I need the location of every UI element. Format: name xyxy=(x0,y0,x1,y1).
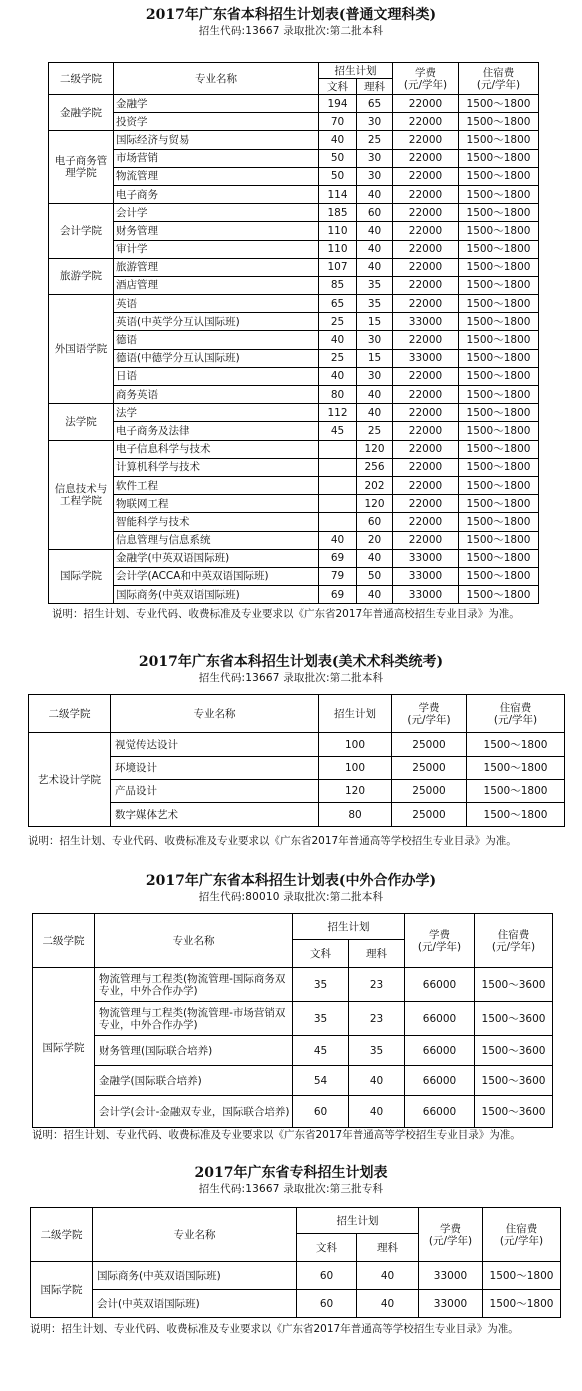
dorm-cell: 1500～1800 xyxy=(459,258,539,276)
t4-col-wen: 文科 xyxy=(297,1234,357,1262)
li-cell: 120 xyxy=(357,495,393,513)
fee-cell: 22000 xyxy=(393,131,459,149)
dorm-cell: 1500～1800 xyxy=(459,440,539,458)
major-cell: 德语 xyxy=(114,331,319,349)
table3-subtitle: 招生代码:80010 录取批次:第二批本科 xyxy=(198,891,384,903)
li-cell: 40 xyxy=(357,185,393,203)
table1-subtitle: 招生代码:13667 录取批次:第二批本科 xyxy=(198,25,384,37)
major-cell: 物联网工程 xyxy=(114,495,319,513)
dorm-cell: 1500～1800 xyxy=(459,204,539,222)
li-cell: 40 xyxy=(357,404,393,422)
t3-col-plan: 招生计划 xyxy=(293,914,405,940)
fee-cell: 33000 xyxy=(393,349,459,367)
fee-cell: 33000 xyxy=(393,567,459,585)
li-cell: 40 xyxy=(357,222,393,240)
wen-cell: 107 xyxy=(319,258,357,276)
table1-section xyxy=(0,6,582,38)
dorm-cell: 1500～1800 xyxy=(459,367,539,385)
major-cell: 电子商务及法律 xyxy=(114,422,319,440)
li-cell: 30 xyxy=(357,149,393,167)
fee-cell: 33000 xyxy=(393,586,459,604)
t3-col-dorm: 住宿费 (元/学年) xyxy=(475,914,553,968)
table3-note: 说明：招生计划、专业代码、收费标准及专业要求以《广东省2017年普通高等学校招生专业目录》为准。 xyxy=(32,1129,521,1141)
wen-cell: 40 xyxy=(319,331,357,349)
fee-cell: 22000 xyxy=(393,331,459,349)
table4 xyxy=(30,1207,561,1318)
wen-cell: 40 xyxy=(319,367,357,385)
dorm-cell: 1500～1800 xyxy=(459,513,539,531)
table-row xyxy=(49,240,539,258)
wen-cell: 40 xyxy=(319,531,357,549)
dorm-cell: 1500～1800 xyxy=(459,95,539,113)
li-cell: 20 xyxy=(357,531,393,549)
table-row xyxy=(49,258,539,276)
wen-cell: 69 xyxy=(319,586,357,604)
fee-cell: 22000 xyxy=(393,422,459,440)
li-cell: 25 xyxy=(357,422,393,440)
wen-cell xyxy=(319,476,357,494)
major-cell: 法学 xyxy=(114,404,319,422)
fee-cell: 22000 xyxy=(393,204,459,222)
table-row xyxy=(49,476,539,494)
t3-col-li: 理科 xyxy=(349,940,405,968)
major-cell: 国际商务(中英双语国际班) xyxy=(114,586,319,604)
major-cell: 信息管理与信息系统 xyxy=(114,531,319,549)
li-cell: 30 xyxy=(357,331,393,349)
college-cell: 国际学院 xyxy=(49,549,114,604)
table-row xyxy=(49,295,539,313)
t2-col-college: 二级学院 xyxy=(29,695,111,733)
major-cell: 旅游管理 xyxy=(114,258,319,276)
wen-cell: 185 xyxy=(319,204,357,222)
dorm-cell: 1500～1800 xyxy=(459,549,539,567)
table-row xyxy=(49,131,539,149)
dorm-cell: 1500～1800 xyxy=(459,567,539,585)
table-row xyxy=(49,349,539,367)
t2-col-major: 专业名称 xyxy=(111,695,319,733)
t3-college: 国际学院 xyxy=(33,968,95,1128)
table1-title: 2017年广东省本科招生计划表(普通文理科类) xyxy=(145,7,437,23)
t2-col-fee: 学费 (元/学年) xyxy=(392,695,467,733)
fee-cell: 22000 xyxy=(393,404,459,422)
li-cell: 60 xyxy=(357,513,393,531)
college-cell: 外国语学院 xyxy=(49,295,114,404)
wen-cell: 70 xyxy=(319,113,357,131)
table-row xyxy=(49,531,539,549)
wen-cell xyxy=(319,458,357,476)
table-row xyxy=(49,331,539,349)
li-cell: 256 xyxy=(357,458,393,476)
li-cell: 40 xyxy=(357,240,393,258)
fee-cell: 22000 xyxy=(393,367,459,385)
major-cell: 智能科学与技术 xyxy=(114,513,319,531)
major-cell: 市场营销 xyxy=(114,149,319,167)
col-fee: 学费 (元/学年) xyxy=(393,63,459,95)
t3-col-fee: 学费 (元/学年) xyxy=(405,914,475,968)
wen-cell: 65 xyxy=(319,295,357,313)
dorm-cell: 1500～1800 xyxy=(459,295,539,313)
table4-title: 2017年广东省专科招生计划表 xyxy=(194,1165,388,1181)
table-row xyxy=(49,386,539,404)
t4-col-dorm: 住宿费 (元/学年) xyxy=(483,1208,561,1262)
table2 xyxy=(28,694,565,827)
dorm-cell: 1500～1800 xyxy=(459,222,539,240)
fee-cell: 22000 xyxy=(393,149,459,167)
major-cell: 会计学 xyxy=(114,204,319,222)
major-cell: 电子信息科学与技术 xyxy=(114,440,319,458)
table-row: 财务管理(国际联合培养) 45 35 66000 1500～3600 xyxy=(33,1036,553,1066)
t4-col-fee: 学费 (元/学年) xyxy=(419,1208,483,1262)
major-cell: 商务英语 xyxy=(114,386,319,404)
t3-col-major: 专业名称 xyxy=(95,914,293,968)
table2-note: 说明：招生计划、专业代码、收费标准及专业要求以《广东省2017年普通高等学校招生专业目录》为准。 xyxy=(28,835,517,847)
table2-title: 2017年广东省本科招生计划表(美术术科类统考) xyxy=(138,654,444,670)
li-cell: 40 xyxy=(357,586,393,604)
dorm-cell: 1500～1800 xyxy=(459,313,539,331)
li-cell: 40 xyxy=(357,549,393,567)
t4-col-li: 理科 xyxy=(357,1234,419,1262)
table-row: 国际学院 国际商务(中英双语国际班) 60 40 33000 1500～1800 xyxy=(31,1262,561,1290)
dorm-cell: 1500～1800 xyxy=(459,149,539,167)
dorm-cell: 1500～1800 xyxy=(459,586,539,604)
college-cell: 旅游学院 xyxy=(49,258,114,294)
wen-cell: 40 xyxy=(319,131,357,149)
fee-cell: 22000 xyxy=(393,95,459,113)
fee-cell: 22000 xyxy=(393,295,459,313)
wen-cell: 80 xyxy=(319,386,357,404)
dorm-cell: 1500～1800 xyxy=(459,404,539,422)
col-college: 二级学院 xyxy=(49,63,114,95)
major-cell: 审计学 xyxy=(114,240,319,258)
table3-section xyxy=(0,872,582,904)
dorm-cell: 1500～1800 xyxy=(459,167,539,185)
li-cell: 30 xyxy=(357,113,393,131)
table-row xyxy=(49,549,539,567)
wen-cell: 25 xyxy=(319,313,357,331)
wen-cell: 85 xyxy=(319,276,357,294)
major-cell: 金融学 xyxy=(114,95,319,113)
table-row xyxy=(49,440,539,458)
table-row: 会计学(会计-金融双专业，国际联合培养) 60 40 66000 1500～3600 xyxy=(33,1096,553,1128)
table-row xyxy=(49,367,539,385)
major-cell: 日语 xyxy=(114,367,319,385)
dorm-cell: 1500～1800 xyxy=(459,185,539,203)
table2-subtitle: 招生代码:13667 录取批次:第二批本科 xyxy=(198,672,384,684)
fee-cell: 22000 xyxy=(393,167,459,185)
t2-college: 艺术设计学院 xyxy=(29,733,111,827)
li-cell: 25 xyxy=(357,131,393,149)
fee-cell: 22000 xyxy=(393,531,459,549)
fee-cell: 22000 xyxy=(393,276,459,294)
wen-cell: 79 xyxy=(319,567,357,585)
table1-note: 说明：招生计划、专业代码、收费标准及专业要求以《广东省2017年普通高校招生专业目录》为准。 xyxy=(52,608,520,620)
wen-cell: 50 xyxy=(319,149,357,167)
table4-section xyxy=(0,1164,582,1196)
li-cell: 35 xyxy=(357,295,393,313)
fee-cell: 22000 xyxy=(393,185,459,203)
table-row xyxy=(49,404,539,422)
t3-col-wen: 文科 xyxy=(293,940,349,968)
fee-cell: 22000 xyxy=(393,113,459,131)
major-cell: 计算机科学与技术 xyxy=(114,458,319,476)
table-row xyxy=(49,185,539,203)
wen-cell: 110 xyxy=(319,222,357,240)
wen-cell xyxy=(319,513,357,531)
dorm-cell: 1500～1800 xyxy=(459,422,539,440)
li-cell: 120 xyxy=(357,440,393,458)
fee-cell: 33000 xyxy=(393,313,459,331)
col-li: 理科 xyxy=(357,79,393,95)
fee-cell: 22000 xyxy=(393,386,459,404)
wen-cell: 69 xyxy=(319,549,357,567)
col-plan: 招生计划 xyxy=(319,63,393,79)
table3-title: 2017年广东省本科招生计划表(中外合作办学) xyxy=(145,873,437,889)
wen-cell xyxy=(319,440,357,458)
t4-col-college: 二级学院 xyxy=(31,1208,93,1262)
fee-cell: 22000 xyxy=(393,476,459,494)
dorm-cell: 1500～1800 xyxy=(459,276,539,294)
table-row xyxy=(49,167,539,185)
table-row xyxy=(49,204,539,222)
wen-cell: 194 xyxy=(319,95,357,113)
table-row xyxy=(49,567,539,585)
college-cell: 会计学院 xyxy=(49,204,114,259)
table2-section xyxy=(0,653,582,685)
table-row: 数字媒体艺术 80 25000 1500～1800 xyxy=(29,803,565,827)
table-row xyxy=(49,495,539,513)
col-dorm: 住宿费 (元/学年) xyxy=(459,63,539,95)
li-cell: 40 xyxy=(357,258,393,276)
major-cell: 德语(中德学分互认国际班) xyxy=(114,349,319,367)
wen-cell: 112 xyxy=(319,404,357,422)
table-row: 物流管理与工程类(物流管理-市场营销双专业，中外合作办学) 35 23 66000 1500～3600 xyxy=(33,1002,553,1036)
li-cell: 30 xyxy=(357,367,393,385)
dorm-cell: 1500～1800 xyxy=(459,131,539,149)
table-row: 国际学院 物流管理与工程类(物流管理-国际商务双专业，中外合作办学) 35 23 66000 1500～3600 xyxy=(33,968,553,1002)
fee-cell: 33000 xyxy=(393,549,459,567)
table-row: 产品设计 120 25000 1500～1800 xyxy=(29,780,565,803)
li-cell: 30 xyxy=(357,167,393,185)
t2-col-plan: 招生计划 xyxy=(319,695,392,733)
dorm-cell: 1500～1800 xyxy=(459,349,539,367)
t4-college: 国际学院 xyxy=(31,1262,93,1318)
table4-note: 说明：招生计划、专业代码、收费标准及专业要求以《广东省2017年普通高等学校招生专业目录》为准。 xyxy=(30,1323,519,1335)
li-cell: 40 xyxy=(357,386,393,404)
wen-cell: 45 xyxy=(319,422,357,440)
t3-col-college: 二级学院 xyxy=(33,914,95,968)
major-cell: 电子商务 xyxy=(114,185,319,203)
table-row xyxy=(49,149,539,167)
wen-cell: 114 xyxy=(319,185,357,203)
fee-cell: 22000 xyxy=(393,440,459,458)
table-row xyxy=(49,222,539,240)
major-cell: 金融学(中英双语国际班) xyxy=(114,549,319,567)
table-row xyxy=(49,422,539,440)
col-wen: 文科 xyxy=(319,79,357,95)
college-cell: 电子商务管理学院 xyxy=(49,131,114,204)
table4-subtitle: 招生代码:13667 录取批次:第三批专科 xyxy=(198,1183,384,1195)
fee-cell: 22000 xyxy=(393,222,459,240)
major-cell: 投资学 xyxy=(114,113,319,131)
fee-cell: 22000 xyxy=(393,240,459,258)
major-cell: 国际经济与贸易 xyxy=(114,131,319,149)
table-row xyxy=(49,113,539,131)
dorm-cell: 1500～1800 xyxy=(459,495,539,513)
table-row: 金融学(国际联合培养) 54 40 66000 1500～3600 xyxy=(33,1066,553,1096)
dorm-cell: 1500～1800 xyxy=(459,113,539,131)
table-row xyxy=(49,276,539,294)
major-cell: 酒店管理 xyxy=(114,276,319,294)
major-cell: 软件工程 xyxy=(114,476,319,494)
li-cell: 65 xyxy=(357,95,393,113)
table-row xyxy=(49,95,539,113)
dorm-cell: 1500～1800 xyxy=(459,386,539,404)
fee-cell: 22000 xyxy=(393,495,459,513)
wen-cell: 25 xyxy=(319,349,357,367)
table-row xyxy=(49,586,539,604)
major-cell: 英语 xyxy=(114,295,319,313)
li-cell: 50 xyxy=(357,567,393,585)
wen-cell: 50 xyxy=(319,167,357,185)
col-major: 专业名称 xyxy=(114,63,319,95)
dorm-cell: 1500～1800 xyxy=(459,458,539,476)
table-row xyxy=(49,513,539,531)
major-cell: 物流管理 xyxy=(114,167,319,185)
t4-col-major: 专业名称 xyxy=(93,1208,297,1262)
fee-cell: 22000 xyxy=(393,258,459,276)
table-row: 环境设计 100 25000 1500～1800 xyxy=(29,757,565,780)
li-cell: 60 xyxy=(357,204,393,222)
fee-cell: 22000 xyxy=(393,513,459,531)
li-cell: 15 xyxy=(357,313,393,331)
college-cell: 信息技术与工程学院 xyxy=(49,440,114,549)
li-cell: 15 xyxy=(357,349,393,367)
table-row xyxy=(49,313,539,331)
college-cell: 金融学院 xyxy=(49,95,114,131)
table-row: 艺术设计学院 视觉传达设计 100 25000 1500～1800 xyxy=(29,733,565,757)
fee-cell: 22000 xyxy=(393,458,459,476)
wen-cell xyxy=(319,495,357,513)
major-cell: 财务管理 xyxy=(114,222,319,240)
dorm-cell: 1500～1800 xyxy=(459,240,539,258)
t4-col-plan: 招生计划 xyxy=(297,1208,419,1234)
dorm-cell: 1500～1800 xyxy=(459,331,539,349)
major-cell: 英语(中英学分互认国际班) xyxy=(114,313,319,331)
li-cell: 202 xyxy=(357,476,393,494)
t2-col-dorm: 住宿费 (元/学年) xyxy=(467,695,565,733)
dorm-cell: 1500～1800 xyxy=(459,476,539,494)
table-row xyxy=(49,458,539,476)
li-cell: 35 xyxy=(357,276,393,294)
table1 xyxy=(48,62,539,604)
college-cell: 法学院 xyxy=(49,404,114,440)
major-cell: 会计学(ACCA和中英双语国际班) xyxy=(114,567,319,585)
dorm-cell: 1500～1800 xyxy=(459,531,539,549)
wen-cell: 110 xyxy=(319,240,357,258)
table-row: 会计(中英双语国际班) 60 40 33000 1500～1800 xyxy=(31,1290,561,1318)
table3 xyxy=(32,913,553,1128)
